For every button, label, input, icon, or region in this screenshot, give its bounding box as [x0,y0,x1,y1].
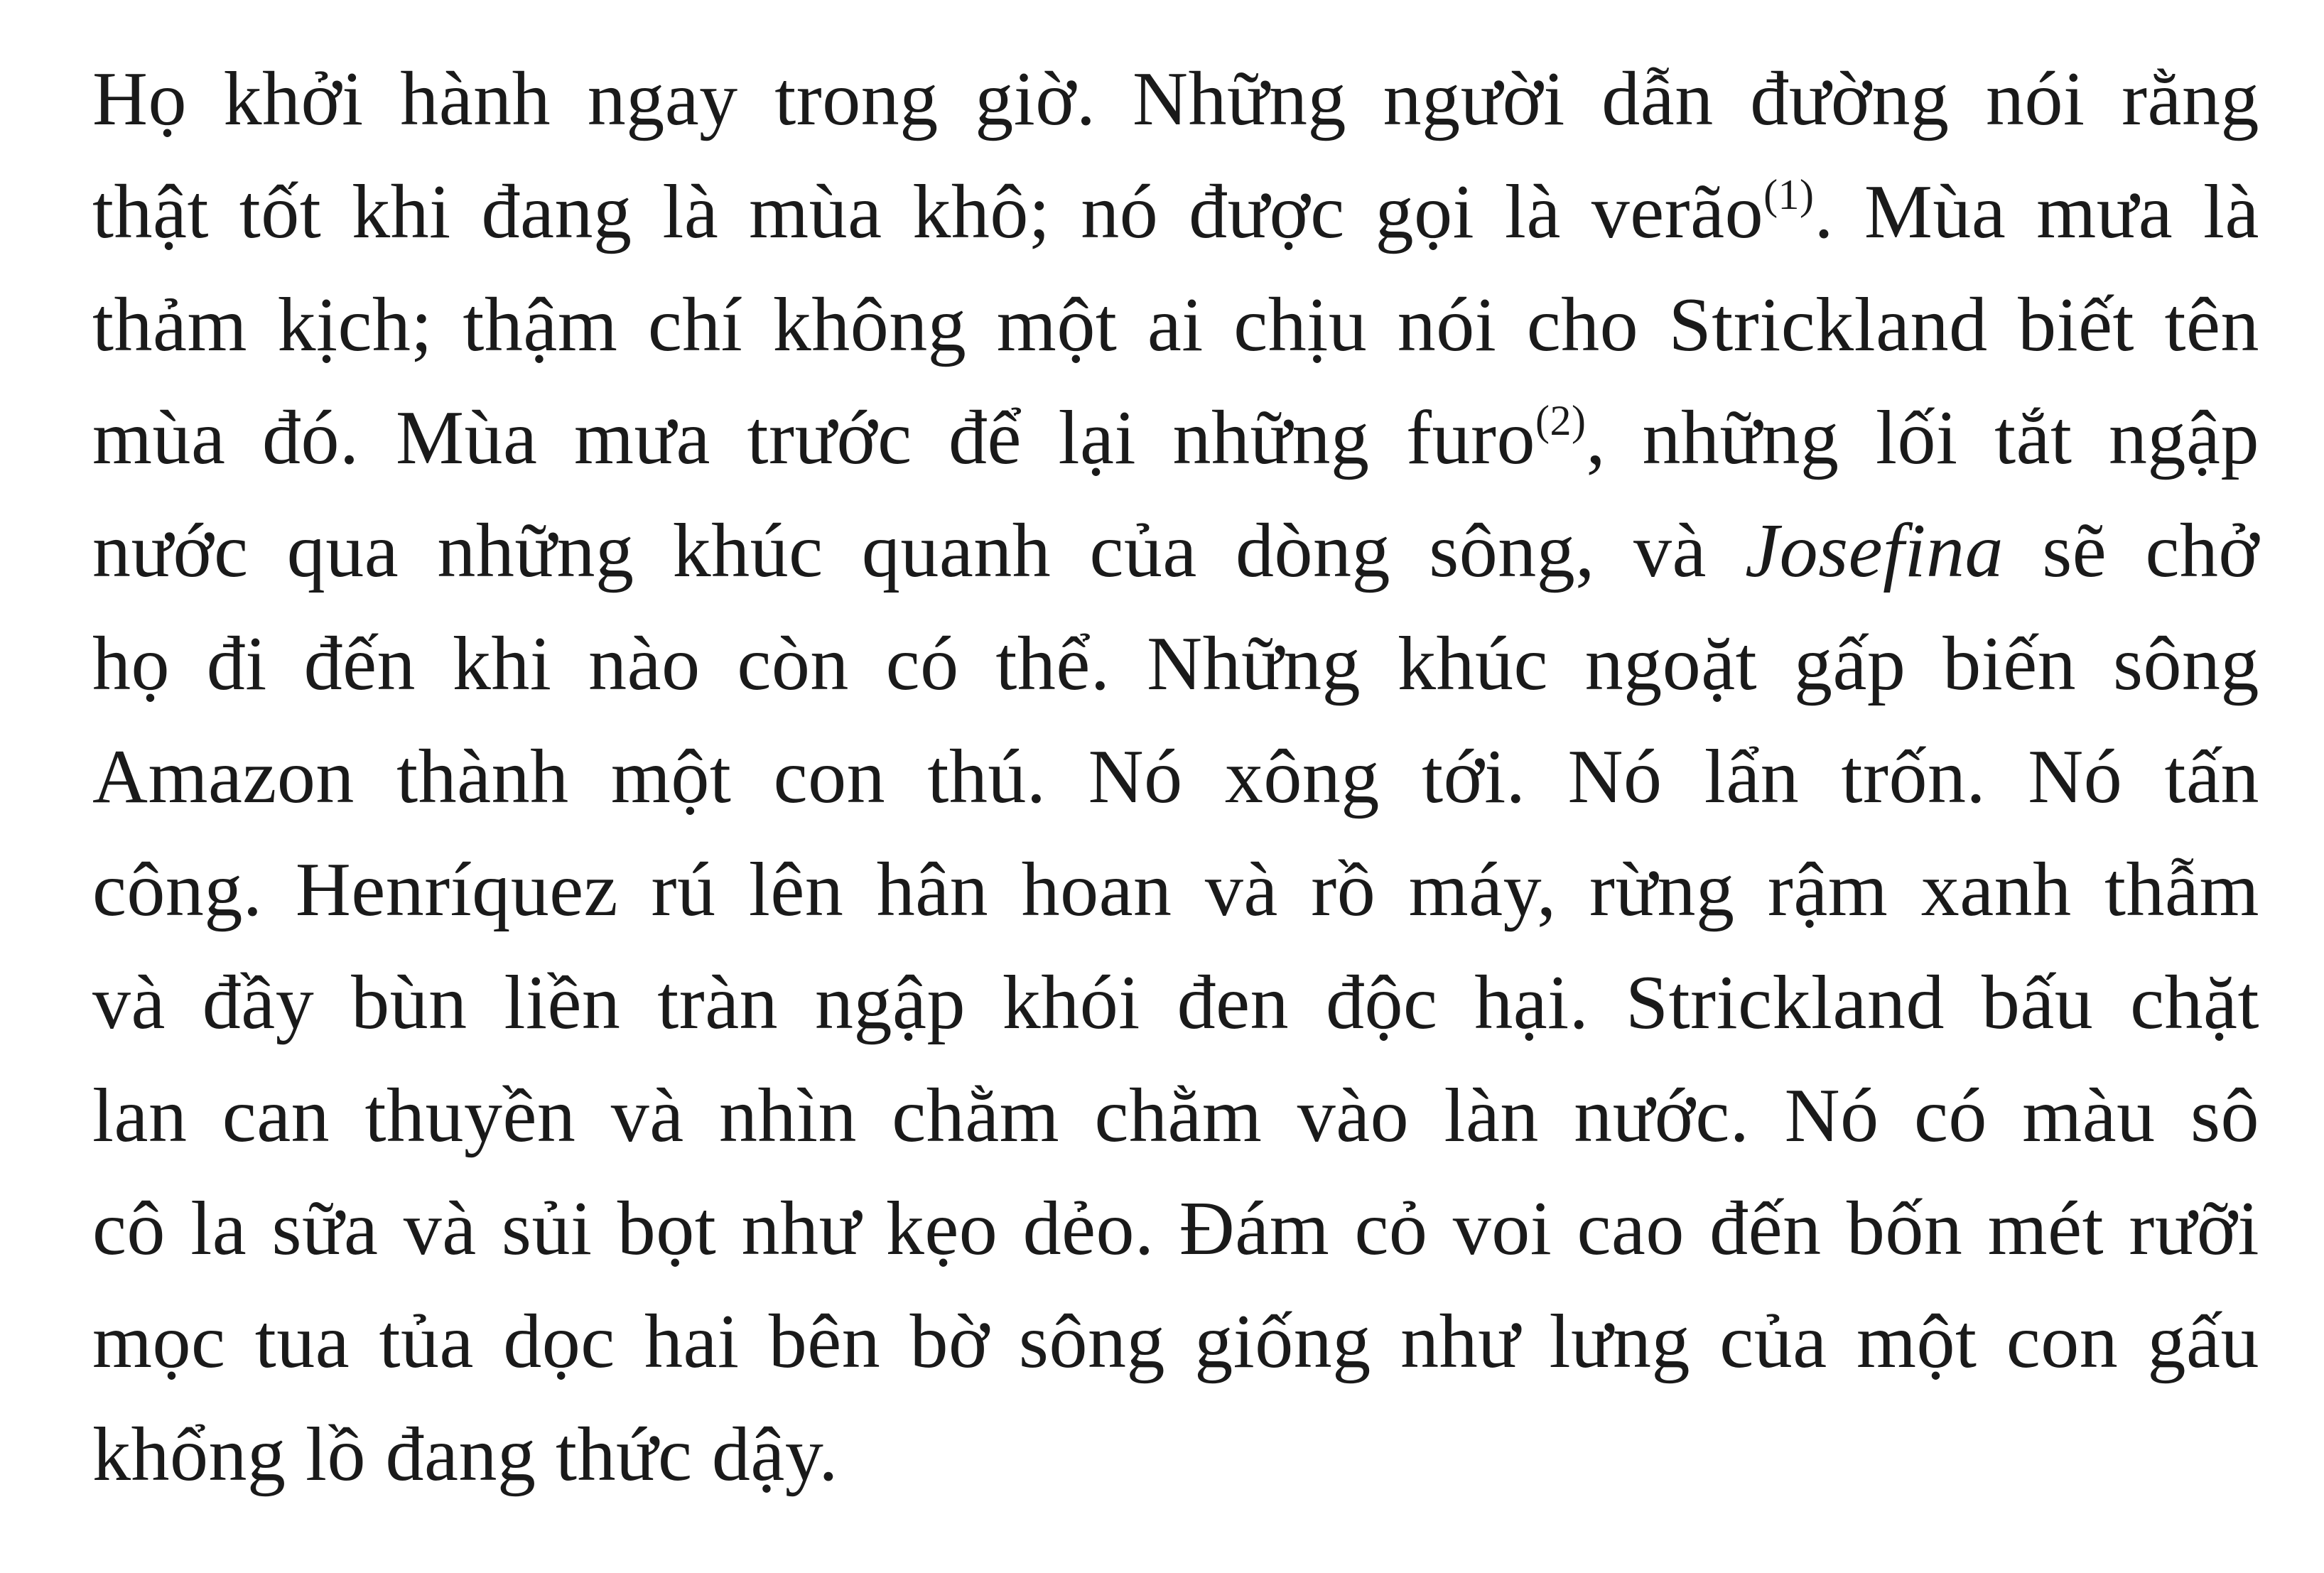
text-line-7: Amazon thành một con thú. Nó xông tới. Nó lẩn trốn. Nó tấn [92,735,2259,819]
italic-boat-name: Josefina [1745,509,2004,593]
body-paragraph [92,43,2259,1511]
text-line-13: khổng lồ đang thức dậy. [92,1412,838,1497]
text-line-2: thật tốt khi đang là mùa khô; nó được gọi là verão$^{(1)}$. Mùa mưa là [92,170,2259,254]
text-line-5: nước qua những khúc quanh của dòng sông, và Josefina sẽ chở [92,509,2259,593]
text-line-1: Họ khởi hành ngay trong giờ. Những người dẫn đường nói rằng [92,57,2259,141]
footnote-ref-1: (1) [1763,171,1815,218]
text-line-3: thảm kịch; thậm chí không một ai chịu nói cho Strickland biết tên [92,283,2259,367]
text-line-8: công. Henríquez rú lên hân hoan và rồ máy, rừng rậm xanh thẫm [92,848,2259,932]
text-line-9: và đầy bùn liền tràn ngập khói đen độc hại. Strickland bấu chặt [92,961,2259,1045]
text-line-6: họ đi đến khi nào còn có thể. Những khúc ngoặt gấp biến sông [92,622,2259,706]
text-line-4: mùa đó. Mùa mưa trước để lại những furo$^{(2)}$, những lối tắt ngập [92,396,2259,480]
footnote-ref-2: (2) [1535,397,1587,444]
text-line-11: cô la sữa và sủi bọt như kẹo dẻo. Đám cỏ voi cao đến bốn mét rưỡi [92,1186,2259,1271]
text-line-10: lan can thuyền và nhìn chằm chằm vào làn nước. Nó có màu sô [92,1074,2259,1158]
text-line-12: mọc tua tủa dọc hai bên bờ sông giống như lưng của một con gấu [92,1299,2259,1384]
